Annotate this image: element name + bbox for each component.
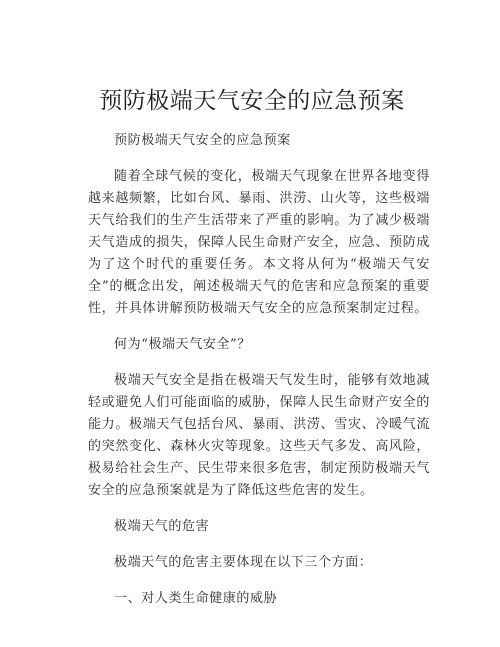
hazard-item-1: 一、对人类生命健康的威胁 <box>114 591 278 606</box>
document-subtitle: 预防极端天气安全的应急预案 <box>114 133 291 148</box>
hazards-intro-paragraph: 极端天气的危害主要体现在以下三个方面： <box>114 555 373 570</box>
definition-paragraph: 极端天气安全是指在极端天气发生时，能够有效地减轻或避免人们可能面临的威胁，保障人民生命财产安全的能力。极端天气包括台风、暴雨、洪涝、雪灾、冷暖气流的突然变化、森林火灾等现象。这些天气多发、高风险，极易给社会生产、民生带来很多危害，制定预防极端天气安全的应急预案就是为了降低这些危害的发生。 <box>88 373 430 498</box>
definition-heading: 何为“极端天气安全”？ <box>114 337 251 352</box>
document-title: 预防极端天气安全的应急预案 <box>99 88 405 114</box>
intro-paragraph: 随着全球气候的变化，极端天气现象在世界各地变得越来越频繁，比如台风、暴雨、洪涝、山火等，这些极端天气给我们的生产生活带来了严重的影响。为了减少极端天气造成的损失，保障人民生命财产安全，应急、预防成为了这个时代的重要任务。本文将从何为“极端天气安全”的概念出发，阐述极端天气的危害和应急预案的重要性，并具体讲解预防极端天气安全的应急预案制定过程。 <box>88 169 430 316</box>
hazards-heading: 极端天气的危害 <box>114 519 210 534</box>
